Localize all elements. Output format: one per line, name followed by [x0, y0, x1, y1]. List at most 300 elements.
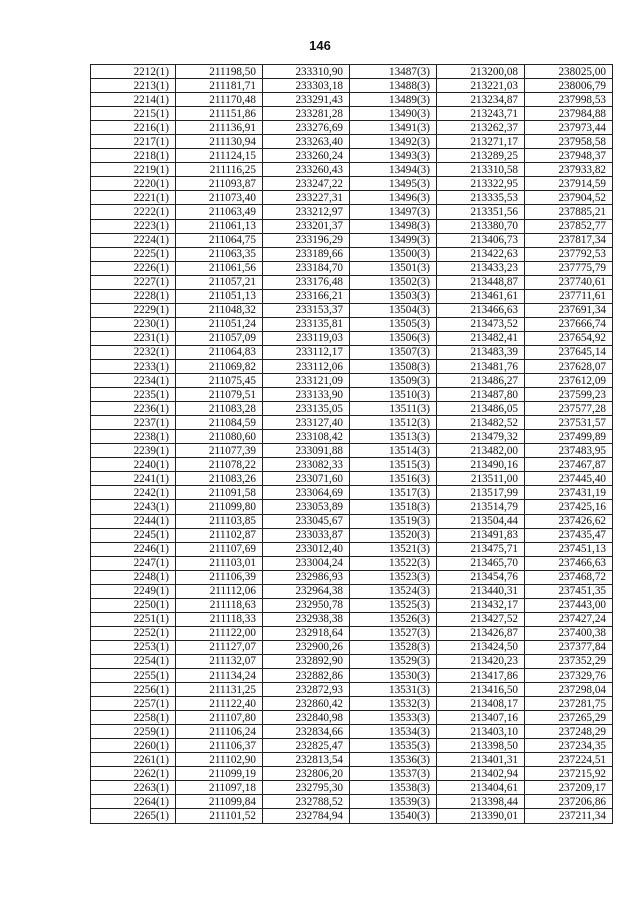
y-coordinate-cell: 237599,23 — [525, 388, 613, 402]
table-row — [91, 317, 613, 331]
coordinates-table — [90, 64, 613, 824]
y-coordinate-cell: 232834,66 — [263, 725, 350, 739]
table-row — [91, 79, 613, 93]
x-coordinate-cell: 211078,22 — [176, 458, 263, 472]
y-coordinate-cell: 237654,92 — [525, 331, 613, 345]
point-id-cell: 13530(3) — [350, 669, 437, 683]
x-coordinate-cell: 211181,71 — [176, 79, 263, 93]
x-coordinate-cell: 213289,25 — [437, 149, 525, 163]
table-row — [91, 781, 613, 795]
x-coordinate-cell: 213491,83 — [437, 528, 525, 542]
table-row — [91, 612, 613, 626]
point-id-cell: 13505(3) — [350, 317, 437, 331]
y-coordinate-cell: 237577,28 — [525, 402, 613, 416]
coordinates-table-body — [91, 65, 613, 824]
x-coordinate-cell: 213454,76 — [437, 570, 525, 584]
y-coordinate-cell: 233064,69 — [263, 486, 350, 500]
x-coordinate-cell: 213398,44 — [437, 795, 525, 809]
table-row — [91, 93, 613, 107]
x-coordinate-cell: 213486,27 — [437, 374, 525, 388]
x-coordinate-cell: 213416,50 — [437, 683, 525, 697]
point-id-cell: 2219(1) — [91, 163, 176, 177]
point-id-cell: 2265(1) — [91, 809, 176, 823]
x-coordinate-cell: 211106,37 — [176, 739, 263, 753]
table-row — [91, 444, 613, 458]
y-coordinate-cell: 237426,62 — [525, 514, 613, 528]
x-coordinate-cell: 211106,39 — [176, 570, 263, 584]
table-row — [91, 809, 613, 823]
y-coordinate-cell: 233045,67 — [263, 514, 350, 528]
y-coordinate-cell: 237445,40 — [525, 472, 613, 486]
y-coordinate-cell: 232900,26 — [263, 640, 350, 654]
point-id-cell: 13519(3) — [350, 514, 437, 528]
y-coordinate-cell: 237904,52 — [525, 191, 613, 205]
point-id-cell: 2229(1) — [91, 303, 176, 317]
x-coordinate-cell: 211118,63 — [176, 598, 263, 612]
y-coordinate-cell: 233112,17 — [263, 345, 350, 359]
table-row — [91, 135, 613, 149]
point-id-cell: 13500(3) — [350, 247, 437, 261]
x-coordinate-cell: 213200,08 — [437, 65, 525, 79]
table-row — [91, 795, 613, 809]
table-row — [91, 191, 613, 205]
point-id-cell: 2234(1) — [91, 374, 176, 388]
y-coordinate-cell: 233201,37 — [263, 219, 350, 233]
x-coordinate-cell: 213403,10 — [437, 725, 525, 739]
y-coordinate-cell: 237451,13 — [525, 542, 613, 556]
y-coordinate-cell: 232784,94 — [263, 809, 350, 823]
y-coordinate-cell: 233071,60 — [263, 472, 350, 486]
point-id-cell: 2244(1) — [91, 514, 176, 528]
y-coordinate-cell: 232860,42 — [263, 697, 350, 711]
x-coordinate-cell: 211073,40 — [176, 191, 263, 205]
table-row — [91, 359, 613, 373]
x-coordinate-cell: 211061,13 — [176, 219, 263, 233]
table-row — [91, 683, 613, 697]
x-coordinate-cell: 211103,85 — [176, 514, 263, 528]
point-id-cell: 2228(1) — [91, 289, 176, 303]
y-coordinate-cell: 232840,98 — [263, 711, 350, 725]
point-id-cell: 13523(3) — [350, 570, 437, 584]
point-id-cell: 2222(1) — [91, 205, 176, 219]
table-row — [91, 500, 613, 514]
x-coordinate-cell: 211122,40 — [176, 697, 263, 711]
y-coordinate-cell: 237973,44 — [525, 121, 613, 135]
y-coordinate-cell: 237281,75 — [525, 697, 613, 711]
y-coordinate-cell: 233166,21 — [263, 289, 350, 303]
point-id-cell: 13533(3) — [350, 711, 437, 725]
y-coordinate-cell: 237466,63 — [525, 556, 613, 570]
point-id-cell: 2226(1) — [91, 261, 176, 275]
y-coordinate-cell: 233153,37 — [263, 303, 350, 317]
point-id-cell: 13526(3) — [350, 612, 437, 626]
table-row — [91, 669, 613, 683]
x-coordinate-cell: 213482,41 — [437, 331, 525, 345]
x-coordinate-cell: 211080,60 — [176, 430, 263, 444]
x-coordinate-cell: 211084,59 — [176, 416, 263, 430]
table-row — [91, 598, 613, 612]
y-coordinate-cell: 233053,89 — [263, 500, 350, 514]
y-coordinate-cell: 233260,43 — [263, 163, 350, 177]
table-row — [91, 275, 613, 289]
y-coordinate-cell: 237483,95 — [525, 444, 613, 458]
y-coordinate-cell: 233082,33 — [263, 458, 350, 472]
y-coordinate-cell: 237612,09 — [525, 374, 613, 388]
y-coordinate-cell: 237792,53 — [525, 247, 613, 261]
x-coordinate-cell: 211069,82 — [176, 359, 263, 373]
point-id-cell: 13490(3) — [350, 107, 437, 121]
y-coordinate-cell: 232872,93 — [263, 683, 350, 697]
y-coordinate-cell: 237958,58 — [525, 135, 613, 149]
x-coordinate-cell: 211051,24 — [176, 317, 263, 331]
x-coordinate-cell: 211079,51 — [176, 388, 263, 402]
y-coordinate-cell: 232806,20 — [263, 767, 350, 781]
y-coordinate-cell: 232795,30 — [263, 781, 350, 795]
x-coordinate-cell: 213517,99 — [437, 486, 525, 500]
point-id-cell: 2218(1) — [91, 149, 176, 163]
point-id-cell: 13532(3) — [350, 697, 437, 711]
table-row — [91, 233, 613, 247]
x-coordinate-cell: 211151,86 — [176, 107, 263, 121]
table-row — [91, 458, 613, 472]
x-coordinate-cell: 213401,31 — [437, 753, 525, 767]
x-coordinate-cell: 213351,56 — [437, 205, 525, 219]
point-id-cell: 13520(3) — [350, 528, 437, 542]
y-coordinate-cell: 237468,72 — [525, 570, 613, 584]
table-row — [91, 542, 613, 556]
y-coordinate-cell: 233108,42 — [263, 430, 350, 444]
x-coordinate-cell: 211170,48 — [176, 93, 263, 107]
table-row — [91, 584, 613, 598]
x-coordinate-cell: 213390,01 — [437, 809, 525, 823]
x-coordinate-cell: 211132,07 — [176, 654, 263, 668]
table-row — [91, 640, 613, 654]
point-id-cell: 13489(3) — [350, 93, 437, 107]
point-id-cell: 13525(3) — [350, 598, 437, 612]
y-coordinate-cell: 233176,48 — [263, 275, 350, 289]
y-coordinate-cell: 233260,24 — [263, 149, 350, 163]
x-coordinate-cell: 213335,53 — [437, 191, 525, 205]
point-id-cell: 13528(3) — [350, 640, 437, 654]
y-coordinate-cell: 233227,31 — [263, 191, 350, 205]
y-coordinate-cell: 233291,43 — [263, 93, 350, 107]
y-coordinate-cell: 237467,87 — [525, 458, 613, 472]
y-coordinate-cell: 233310,90 — [263, 65, 350, 79]
x-coordinate-cell: 213448,87 — [437, 275, 525, 289]
x-coordinate-cell: 213404,61 — [437, 781, 525, 795]
x-coordinate-cell: 213262,37 — [437, 121, 525, 135]
x-coordinate-cell: 213511,00 — [437, 472, 525, 486]
point-id-cell: 2246(1) — [91, 542, 176, 556]
point-id-cell: 13512(3) — [350, 416, 437, 430]
y-coordinate-cell: 237234,35 — [525, 739, 613, 753]
x-coordinate-cell: 211083,28 — [176, 402, 263, 416]
point-id-cell: 13513(3) — [350, 430, 437, 444]
point-id-cell: 13529(3) — [350, 654, 437, 668]
point-id-cell: 2253(1) — [91, 640, 176, 654]
y-coordinate-cell: 237352,29 — [525, 654, 613, 668]
table-row — [91, 289, 613, 303]
y-coordinate-cell: 237852,77 — [525, 219, 613, 233]
point-id-cell: 2239(1) — [91, 444, 176, 458]
y-coordinate-cell: 233135,81 — [263, 317, 350, 331]
y-coordinate-cell: 237206,86 — [525, 795, 613, 809]
x-coordinate-cell: 211057,21 — [176, 275, 263, 289]
x-coordinate-cell: 211048,32 — [176, 303, 263, 317]
x-coordinate-cell: 213465,70 — [437, 556, 525, 570]
point-id-cell: 2225(1) — [91, 247, 176, 261]
point-id-cell: 13515(3) — [350, 458, 437, 472]
point-id-cell: 2259(1) — [91, 725, 176, 739]
point-id-cell: 13534(3) — [350, 725, 437, 739]
point-id-cell: 13517(3) — [350, 486, 437, 500]
point-id-cell: 2224(1) — [91, 233, 176, 247]
y-coordinate-cell: 237499,89 — [525, 430, 613, 444]
y-coordinate-cell: 233196,29 — [263, 233, 350, 247]
x-coordinate-cell: 211107,80 — [176, 711, 263, 725]
x-coordinate-cell: 213504,44 — [437, 514, 525, 528]
point-id-cell: 2220(1) — [91, 177, 176, 191]
point-id-cell: 13516(3) — [350, 472, 437, 486]
y-coordinate-cell: 237400,38 — [525, 626, 613, 640]
point-id-cell: 2227(1) — [91, 275, 176, 289]
y-coordinate-cell: 237531,57 — [525, 416, 613, 430]
x-coordinate-cell: 211093,87 — [176, 177, 263, 191]
y-coordinate-cell: 237425,16 — [525, 500, 613, 514]
x-coordinate-cell: 211057,09 — [176, 331, 263, 345]
x-coordinate-cell: 211103,01 — [176, 556, 263, 570]
table-row — [91, 121, 613, 135]
y-coordinate-cell: 232788,52 — [263, 795, 350, 809]
table-row — [91, 149, 613, 163]
point-id-cell: 2264(1) — [91, 795, 176, 809]
x-coordinate-cell: 213402,94 — [437, 767, 525, 781]
point-id-cell: 2248(1) — [91, 570, 176, 584]
table-row — [91, 374, 613, 388]
table-row — [91, 725, 613, 739]
y-coordinate-cell: 237211,34 — [525, 809, 613, 823]
x-coordinate-cell: 213482,52 — [437, 416, 525, 430]
x-coordinate-cell: 213479,32 — [437, 430, 525, 444]
y-coordinate-cell: 237817,34 — [525, 233, 613, 247]
x-coordinate-cell: 211131,25 — [176, 683, 263, 697]
point-id-cell: 2223(1) — [91, 219, 176, 233]
point-id-cell: 2247(1) — [91, 556, 176, 570]
point-id-cell: 13510(3) — [350, 388, 437, 402]
x-coordinate-cell: 213398,50 — [437, 739, 525, 753]
point-id-cell: 13488(3) — [350, 79, 437, 93]
table-row — [91, 107, 613, 121]
x-coordinate-cell: 213380,70 — [437, 219, 525, 233]
y-coordinate-cell: 233004,24 — [263, 556, 350, 570]
x-coordinate-cell: 213221,03 — [437, 79, 525, 93]
x-coordinate-cell: 211136,91 — [176, 121, 263, 135]
table-row — [91, 163, 613, 177]
x-coordinate-cell: 213406,73 — [437, 233, 525, 247]
table-row — [91, 402, 613, 416]
y-coordinate-cell: 237740,61 — [525, 275, 613, 289]
table-row — [91, 753, 613, 767]
table-row — [91, 472, 613, 486]
y-coordinate-cell: 237691,34 — [525, 303, 613, 317]
table-row — [91, 739, 613, 753]
table-row — [91, 486, 613, 500]
y-coordinate-cell: 232986,93 — [263, 570, 350, 584]
point-id-cell: 13487(3) — [350, 65, 437, 79]
table-row — [91, 247, 613, 261]
y-coordinate-cell: 237933,82 — [525, 163, 613, 177]
x-coordinate-cell: 213475,71 — [437, 542, 525, 556]
point-id-cell: 13507(3) — [350, 345, 437, 359]
y-coordinate-cell: 233135,05 — [263, 402, 350, 416]
point-id-cell: 13531(3) — [350, 683, 437, 697]
x-coordinate-cell: 211091,58 — [176, 486, 263, 500]
point-id-cell: 2261(1) — [91, 753, 176, 767]
point-id-cell: 2213(1) — [91, 79, 176, 93]
point-id-cell: 13504(3) — [350, 303, 437, 317]
x-coordinate-cell: 213243,71 — [437, 107, 525, 121]
point-id-cell: 13514(3) — [350, 444, 437, 458]
x-coordinate-cell: 213440,31 — [437, 584, 525, 598]
y-coordinate-cell: 237427,24 — [525, 612, 613, 626]
x-coordinate-cell: 211097,18 — [176, 781, 263, 795]
y-coordinate-cell: 233119,03 — [263, 331, 350, 345]
point-id-cell: 2221(1) — [91, 191, 176, 205]
table-row — [91, 767, 613, 781]
point-id-cell: 13537(3) — [350, 767, 437, 781]
point-id-cell: 13496(3) — [350, 191, 437, 205]
x-coordinate-cell: 211099,80 — [176, 500, 263, 514]
point-id-cell: 2245(1) — [91, 528, 176, 542]
point-id-cell: 13493(3) — [350, 149, 437, 163]
x-coordinate-cell: 213407,16 — [437, 711, 525, 725]
point-id-cell: 2257(1) — [91, 697, 176, 711]
x-coordinate-cell: 213408,17 — [437, 697, 525, 711]
y-coordinate-cell: 233184,70 — [263, 261, 350, 275]
y-coordinate-cell: 237451,35 — [525, 584, 613, 598]
x-coordinate-cell: 213490,16 — [437, 458, 525, 472]
table-row — [91, 303, 613, 317]
x-coordinate-cell: 213426,87 — [437, 626, 525, 640]
table-row — [91, 528, 613, 542]
y-coordinate-cell: 238006,79 — [525, 79, 613, 93]
point-id-cell: 13503(3) — [350, 289, 437, 303]
table-row — [91, 65, 613, 79]
point-id-cell: 2240(1) — [91, 458, 176, 472]
point-id-cell: 2251(1) — [91, 612, 176, 626]
point-id-cell: 13522(3) — [350, 556, 437, 570]
table-row — [91, 388, 613, 402]
table-row — [91, 514, 613, 528]
point-id-cell: 13524(3) — [350, 584, 437, 598]
x-coordinate-cell: 211102,87 — [176, 528, 263, 542]
table-row — [91, 570, 613, 584]
x-coordinate-cell: 211075,45 — [176, 374, 263, 388]
table-row — [91, 626, 613, 640]
point-id-cell: 2230(1) — [91, 317, 176, 331]
y-coordinate-cell: 237435,47 — [525, 528, 613, 542]
x-coordinate-cell: 213422,63 — [437, 247, 525, 261]
x-coordinate-cell: 211063,35 — [176, 247, 263, 261]
x-coordinate-cell: 213433,23 — [437, 261, 525, 275]
y-coordinate-cell: 237224,51 — [525, 753, 613, 767]
x-coordinate-cell: 213424,50 — [437, 640, 525, 654]
table-row — [91, 345, 613, 359]
x-coordinate-cell: 213486,05 — [437, 402, 525, 416]
y-coordinate-cell: 232938,38 — [263, 612, 350, 626]
point-id-cell: 2235(1) — [91, 388, 176, 402]
x-coordinate-cell: 211064,75 — [176, 233, 263, 247]
y-coordinate-cell: 232892,90 — [263, 654, 350, 668]
y-coordinate-cell: 233012,40 — [263, 542, 350, 556]
point-id-cell: 13495(3) — [350, 177, 437, 191]
table-row — [91, 331, 613, 345]
x-coordinate-cell: 211107,69 — [176, 542, 263, 556]
x-coordinate-cell: 211130,94 — [176, 135, 263, 149]
table-row — [91, 219, 613, 233]
point-id-cell: 2216(1) — [91, 121, 176, 135]
table-row — [91, 177, 613, 191]
y-coordinate-cell: 237431,19 — [525, 486, 613, 500]
point-id-cell: 2254(1) — [91, 654, 176, 668]
x-coordinate-cell: 213420,23 — [437, 654, 525, 668]
x-coordinate-cell: 213310,58 — [437, 163, 525, 177]
y-coordinate-cell: 237998,53 — [525, 93, 613, 107]
point-id-cell: 2231(1) — [91, 331, 176, 345]
x-coordinate-cell: 211116,25 — [176, 163, 263, 177]
y-coordinate-cell: 233127,40 — [263, 416, 350, 430]
x-coordinate-cell: 211101,52 — [176, 809, 263, 823]
y-coordinate-cell: 237885,21 — [525, 205, 613, 219]
x-coordinate-cell: 213466,63 — [437, 303, 525, 317]
point-id-cell: 2256(1) — [91, 683, 176, 697]
x-coordinate-cell: 211124,15 — [176, 149, 263, 163]
point-id-cell: 2258(1) — [91, 711, 176, 725]
x-coordinate-cell: 211122,00 — [176, 626, 263, 640]
x-coordinate-cell: 213461,61 — [437, 289, 525, 303]
y-coordinate-cell: 233303,18 — [263, 79, 350, 93]
y-coordinate-cell: 232882,86 — [263, 669, 350, 683]
point-id-cell: 2217(1) — [91, 135, 176, 149]
point-id-cell: 13521(3) — [350, 542, 437, 556]
table-row — [91, 654, 613, 668]
x-coordinate-cell: 211127,07 — [176, 640, 263, 654]
y-coordinate-cell: 233133,90 — [263, 388, 350, 402]
x-coordinate-cell: 213271,17 — [437, 135, 525, 149]
x-coordinate-cell: 213482,00 — [437, 444, 525, 458]
point-id-cell: 13494(3) — [350, 163, 437, 177]
point-id-cell: 2255(1) — [91, 669, 176, 683]
table-row — [91, 697, 613, 711]
x-coordinate-cell: 211106,24 — [176, 725, 263, 739]
point-id-cell: 2262(1) — [91, 767, 176, 781]
point-id-cell: 13527(3) — [350, 626, 437, 640]
x-coordinate-cell: 211198,50 — [176, 65, 263, 79]
y-coordinate-cell: 238025,00 — [525, 65, 613, 79]
x-coordinate-cell: 213427,52 — [437, 612, 525, 626]
y-coordinate-cell: 237443,00 — [525, 598, 613, 612]
y-coordinate-cell: 233212,97 — [263, 205, 350, 219]
x-coordinate-cell: 213514,79 — [437, 500, 525, 514]
x-coordinate-cell: 211083,26 — [176, 472, 263, 486]
x-coordinate-cell: 211099,84 — [176, 795, 263, 809]
point-id-cell: 2238(1) — [91, 430, 176, 444]
point-id-cell: 13536(3) — [350, 753, 437, 767]
point-id-cell: 13538(3) — [350, 781, 437, 795]
point-id-cell: 13518(3) — [350, 500, 437, 514]
x-coordinate-cell: 213417,86 — [437, 669, 525, 683]
y-coordinate-cell: 237984,88 — [525, 107, 613, 121]
